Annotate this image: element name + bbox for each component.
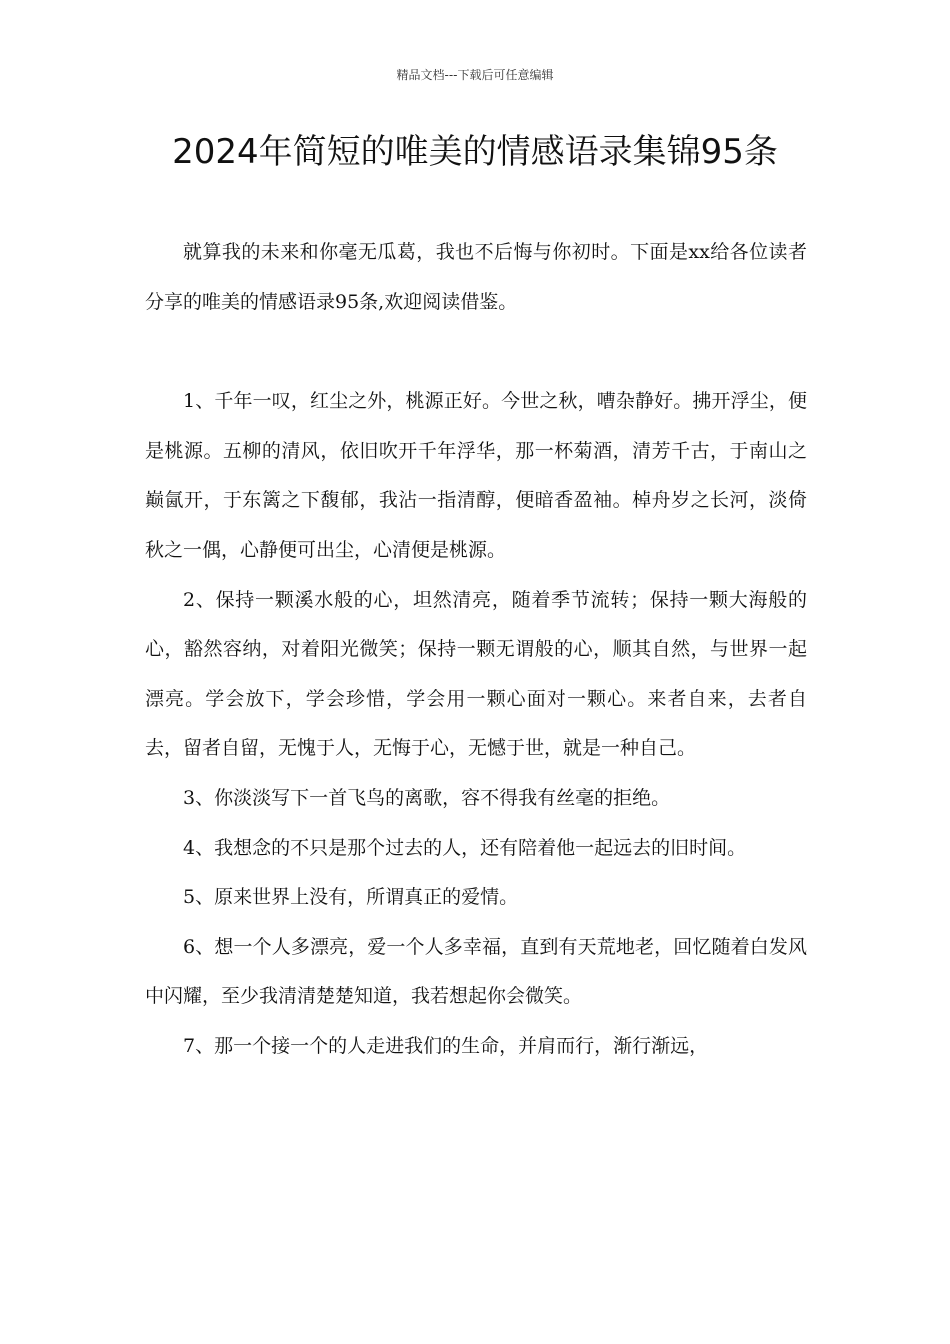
- list-item: 7、那一个接一个的人走进我们的生命，并肩而行，渐行渐远，: [183, 1034, 709, 1057]
- list-item: 2、保持一颗溪水般的心，坦然清亮，随着季节流转；保持一颗大海般的心，豁然容纳，对着阳光微笑；保持一颗无谓般的心，顺其自然，与世界一起漂亮。学会放下，学会珍惜，学会用一颗心面对一颗心。来者自来，去者自去，留者自留，无愧于人，无悔于心，无憾于世，就是一种自己。: [145, 588, 807, 760]
- document-body: [145, 228, 807, 1072]
- document-title: 2024年简短的唯美的情感语录集锦95条: [172, 132, 778, 172]
- list-item: 4、我想念的不只是那个过去的人，还有陪着他一起远去的旧时间。: [183, 836, 747, 859]
- header-note: 精品文档---下载后可任意编辑: [396, 68, 554, 82]
- list-item: 6、想一个人多漂亮，爱一个人多幸福，直到有天荒地老，回忆随着白发风中闪耀，至少我清清楚楚知道，我若想起你会微笑。: [145, 935, 807, 1008]
- list-item: 5、原来世界上没有，所谓真正的爱情。: [183, 886, 519, 909]
- list-item: 3、你淡淡写下一首飞鸟的离歌，容不得我有丝毫的拒绝。: [183, 786, 671, 809]
- paragraph-gap: [145, 327, 807, 377]
- intro-paragraph: 就算我的未来和你毫无瓜葛，我也不后悔与你初时。下面是xx给各位读者分享的唯美的情感语录95条,欢迎阅读借鉴。: [145, 241, 807, 313]
- list-item: 1、千年一叹，红尘之外，桃源正好。今世之秋，嘈杂静好。拂开浮尘，便是桃源。五柳的清风，依旧吹开千年浮华，那一杯菊酒，清芳千古，于南山之巅氤开，于东篱之下馥郁，我沾一指清醇，便暗香盈袖。棹舟岁之长河，淡倚秋之一偶，心静便可出尘，心清便是桃源。: [145, 390, 807, 561]
